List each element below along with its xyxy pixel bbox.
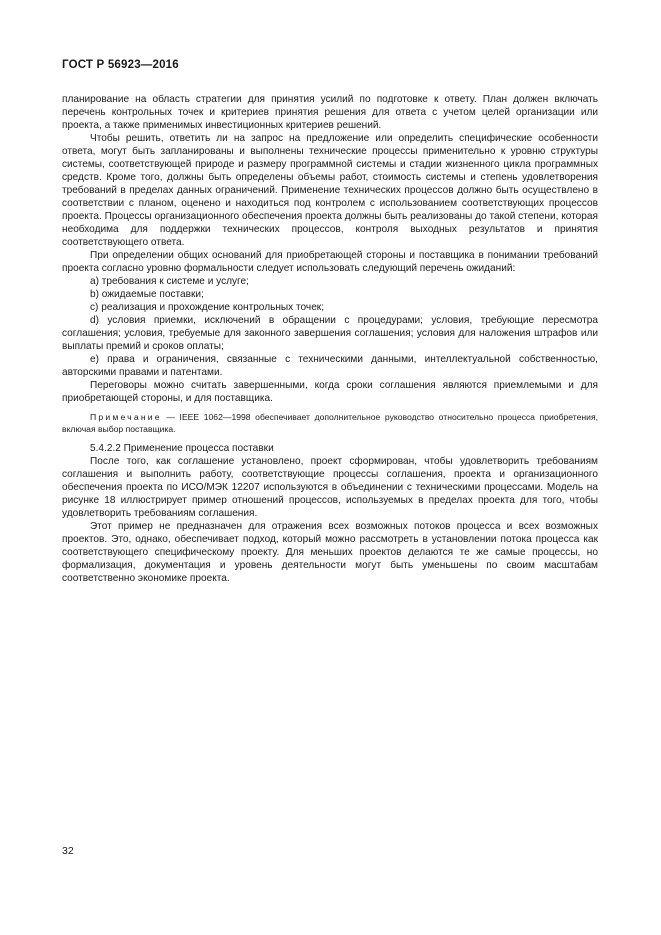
list-item-e: e) права и ограничения, связанные с техническими данными, интеллектуальной собственностью, авторскими правами и патентами. [62,354,598,378]
note-text: — IEEE 1062—1998 обеспечивает дополнительное руководство относительно процесса приобретения, включая выбор поставщика. [62,412,598,434]
note-label: Примечание [90,412,162,422]
section-paragraph-1: После того, как соглашение установлено, проект сформирован, чтобы удовлетворить требованиям соглашения и выполнить работу, соответствующие процессы соглашения, проекта и организационного обеспечения проекта по ИСО/МЭК 12207 используются в объединении с техническими процессами. Модель на рисунке 18 иллюстрирует пример отношений процессов, используемых в пределах проекта для того, чтобы удовлетворить требованиям соглашения. [62,456,598,519]
list-item-c: c) реализация и прохождение контрольных точек; [90,302,325,313]
list-item-b: b) ожидаемые поставки; [90,289,204,300]
page-number: 32 [62,845,74,857]
section-paragraph-2: Этот пример не предназначен для отражения всех возможных потоков процесса и всех возможных проектов. Это, однако, обеспечивает подход, который можно рассмотреть в установлении потока процесса как соответствующего специфическому проекту. Для меньших проектов делаются те же самые процессы, но формализация, документация и уровень деятельности могут быть уменьшены по своим масштабам соответственно экономике проекта. [62,521,598,584]
list-item-d: d) условия приемки, исключений в обращении с процедурами; условия, требующие пересмотра соглашения; условия, требуемые для законного завершения соглашения; условия для наложения штрафов или выплаты премий и сроков оплаты; [62,315,598,352]
paragraph-expectations-intro: При определении общих оснований для приобретающей стороны и поставщика в понимании требований проекта согласно уровню формальности следует использовать следующий перечень ожиданий: [62,250,598,274]
paragraph-negotiations: Переговоры можно считать завершенными, когда сроки соглашения являются приемлемыми и для приобретающей стороны, и для поставщика. [62,380,598,404]
body-text [62,93,598,585]
document-id-header: ГОСТ Р 56923—2016 [62,59,179,71]
section-heading: 5.4.2.2 Применение процесса поставки [90,443,274,454]
list-item-a: а) требования к системе и услуге; [90,276,249,287]
paragraph-continuation: планирование на область стратегии для принятия усилий по подготовке к ответу. План должен включать перечень контрольных точек и критериев принятия решения для ответа с учетом целей организации или проекта, а также применимых инвестиционных критериев решений. [62,94,598,131]
paragraph-technical-processes: Чтобы решить, ответить ли на запрос на предложение или определить специфические особенности ответа, могут быть запланированы и выполнены технические процессы применительно к уровню структуры системы, соответствующей природе и размеру программной системы и стадии жизненного цикла программных средств. Кроме того, должны быть определены объемы работ, стоимость системы и степень удовлетворения требований в пределах данных ограничений. Применение технических процессов должно быть осуществлено в соответствии с планом, оценено и находиться под контролем с использованием соответствующих процессов проекта. Процессы организационного обеспечения проекта должны быть реализованы до такой степени, которая необходима для поддержки технических процессов, контроля выходных результатов и принятия соответствующего ответа. [62,133,598,248]
note-block [62,412,598,435]
